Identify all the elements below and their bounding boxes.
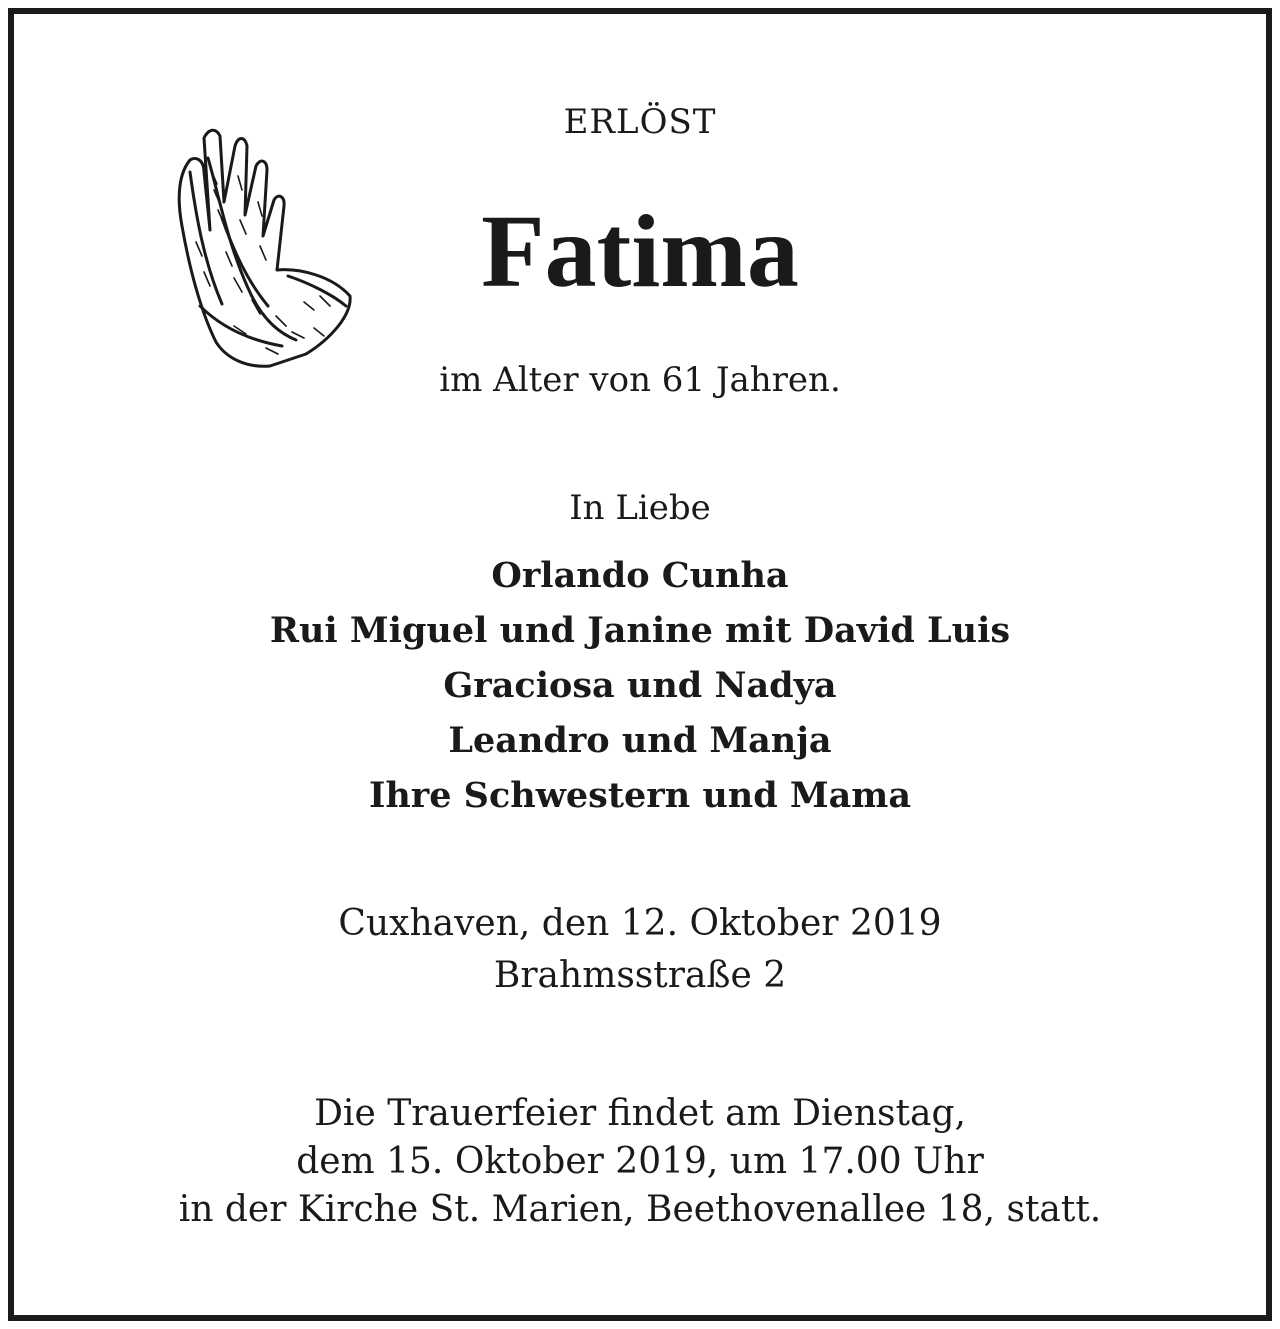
mourner-name: Graciosa und Nadya xyxy=(443,665,837,706)
mourner-name: Leandro und Manja xyxy=(448,720,832,761)
service-details xyxy=(14,1090,1266,1234)
service-line: in der Kirche St. Marien, Beethovenallee 18, statt. xyxy=(178,1189,1102,1230)
love-line: In Liebe xyxy=(569,488,711,528)
age-line: im Alter von 61 Jahren. xyxy=(439,360,841,400)
mourner-name: Ihre Schwestern und Mama xyxy=(368,775,912,816)
deceased-name: Fatima xyxy=(481,194,799,309)
place-date: Cuxhaven, den 12. Oktober 2019 xyxy=(338,903,942,944)
service-line: dem 15. Oktober 2019, um 17.00 Uhr xyxy=(296,1141,984,1182)
address: Brahmsstraße 2 xyxy=(493,955,787,996)
mourner-name: Rui Miguel und Janine mit David Luis xyxy=(269,610,1011,651)
obituary-card xyxy=(8,8,1272,1321)
mourners-list xyxy=(14,548,1266,823)
mourner-name: Orlando Cunha xyxy=(491,555,789,596)
top-label: ERLÖST xyxy=(563,102,717,142)
service-line: Die Trauerfeier findet am Dienstag, xyxy=(314,1093,966,1134)
